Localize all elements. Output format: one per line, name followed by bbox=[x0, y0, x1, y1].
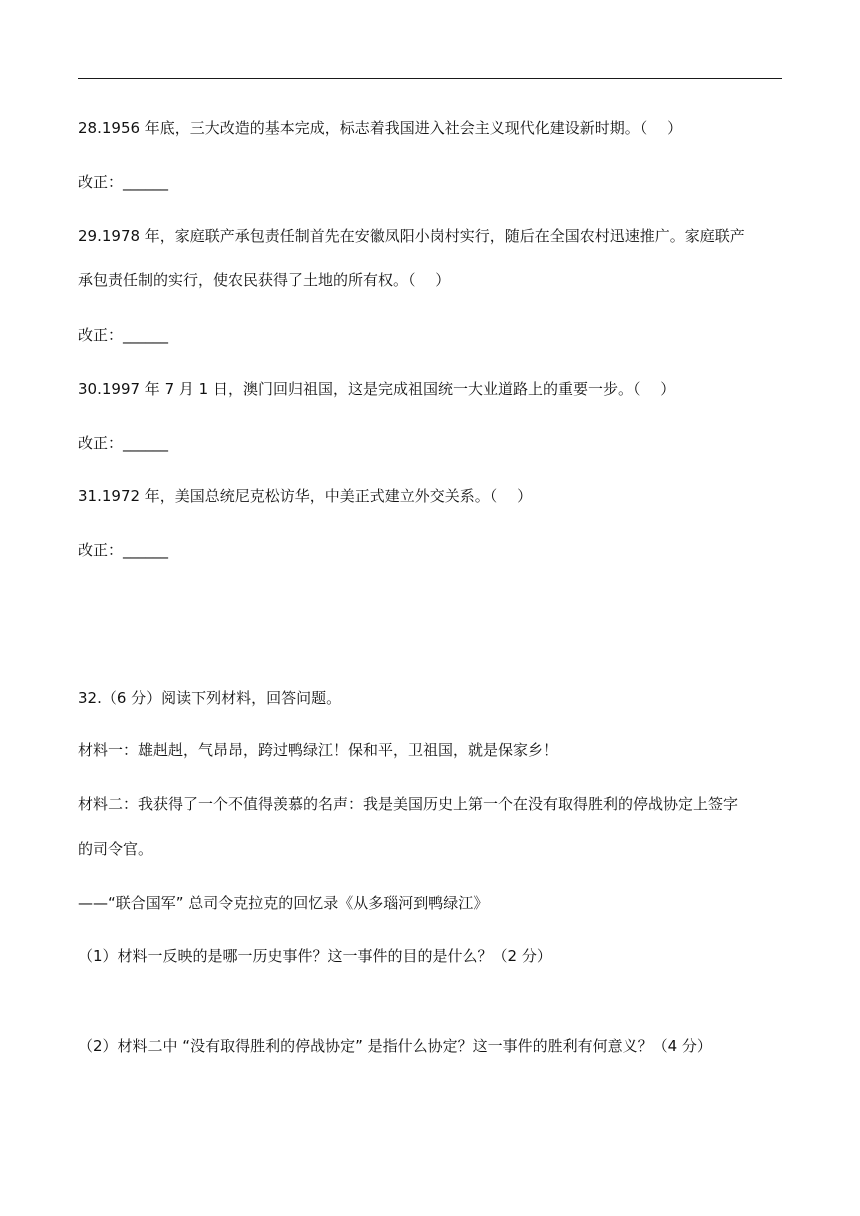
question-32-sub-2: （2）材料二中 “没有取得胜利的停战协定” 是指什么协定？这一事件的胜利有何意义？（4 分） bbox=[78, 1037, 712, 1055]
header-rule bbox=[78, 78, 782, 79]
question-30-correction: 改正：______ bbox=[78, 434, 169, 452]
question-32-sub-1: （1）材料一反映的是哪一历史事件？这一事件的目的是什么？（2 分） bbox=[78, 947, 552, 965]
question-32-material-2-line-1: 材料二：我获得了一个不值得羡慕的名声：我是美国历史上第一个在没有取得胜利的停战协定上签字 bbox=[78, 795, 739, 813]
question-32-material-2-line-2: 的司令官。 bbox=[78, 840, 154, 858]
question-29-text-line-1: 29.1978 年，家庭联产承包责任制首先在安徽凤阳小岗村实行，随后在全国农村迅速推广。家庭联产 bbox=[78, 227, 745, 245]
question-32-heading: 32.（6 分）阅读下列材料，回答问题。 bbox=[78, 689, 342, 707]
question-29-correction: 改正：______ bbox=[78, 326, 169, 344]
question-31-correction: 改正：______ bbox=[78, 541, 169, 559]
question-28-correction: 改正：______ bbox=[78, 173, 169, 191]
question-30-text: 30.1997 年 7 月 1 日，澳门回归祖国，这是完成祖国统一大业道路上的重要一步。（ ） bbox=[78, 380, 676, 398]
question-28-text: 28.1956 年底，三大改造的基本完成，标志着我国进入社会主义现代化建设新时期。（ ） bbox=[78, 119, 683, 137]
question-32-material-1: 材料一：雄赳赳，气昂昂，跨过鸭绿江！保和平，卫祖国，就是保家乡！ bbox=[78, 741, 559, 759]
question-31-text: 31.1972 年，美国总统尼克松访华，中美正式建立外交关系。（ ） bbox=[78, 487, 533, 505]
question-32-source: ——“联合国军” 总司令克拉克的回忆录《从多瑙河到鸭绿江》 bbox=[78, 894, 489, 912]
question-29-text-line-2: 承包责任制的实行，使农民获得了土地的所有权。（ ） bbox=[78, 271, 451, 289]
